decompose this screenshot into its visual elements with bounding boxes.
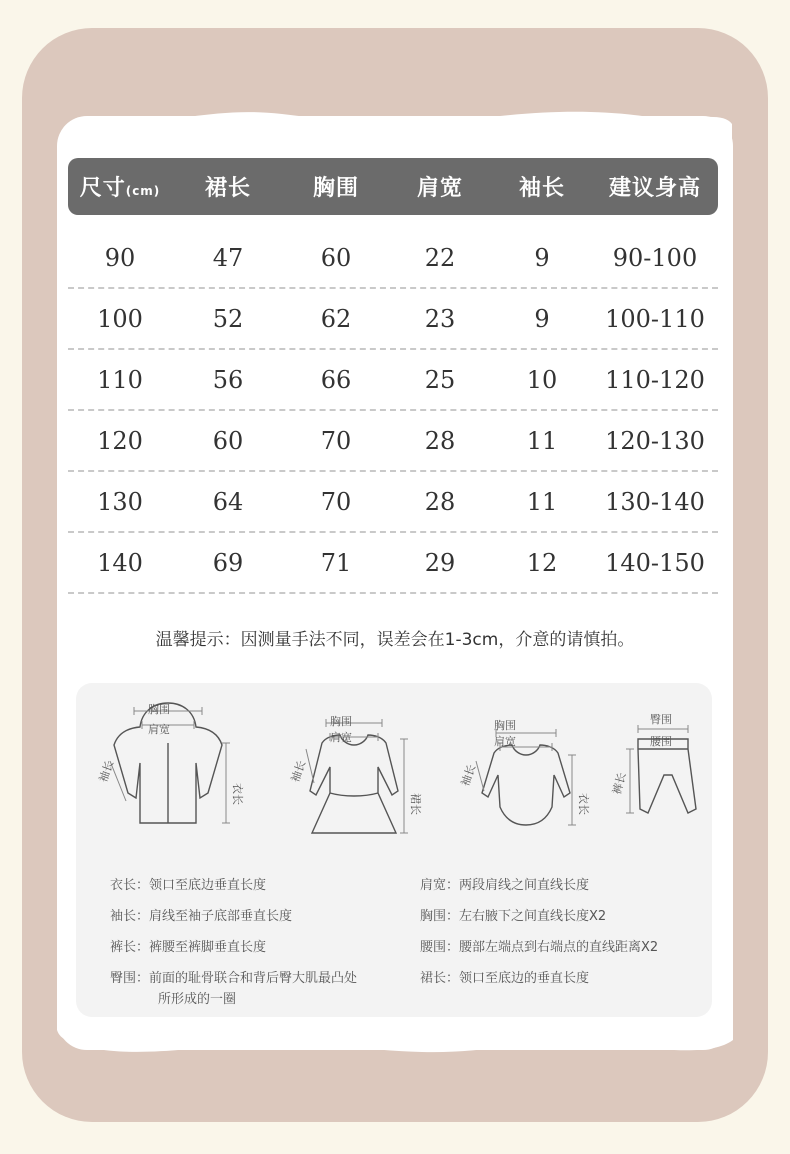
header-size-label: 尺寸 bbox=[79, 176, 126, 201]
table-cell: 28 bbox=[424, 426, 456, 455]
dress-figure bbox=[310, 735, 398, 833]
table-cell: 25 bbox=[424, 365, 456, 394]
bottom-wave-edge bbox=[22, 1020, 768, 1064]
definition-item bbox=[110, 932, 266, 963]
table-row bbox=[68, 228, 718, 289]
dress-sleeve-label: 袖长 bbox=[288, 758, 309, 785]
definition-term: 裤长： bbox=[110, 940, 150, 955]
header-shoulder: 肩宽 bbox=[416, 176, 463, 201]
definition-item bbox=[110, 901, 292, 932]
header-chest: 胸围 bbox=[312, 176, 359, 201]
header-size-unit: (cm) bbox=[125, 184, 161, 198]
table-row bbox=[68, 411, 718, 472]
definition-text: 领口至底边的垂直长度 bbox=[459, 971, 590, 986]
coat-figure bbox=[114, 703, 222, 823]
table-cell: 66 bbox=[320, 365, 352, 394]
table-cell: 140 bbox=[97, 548, 143, 577]
table-cell: 28 bbox=[424, 487, 456, 516]
table-cell: 60 bbox=[320, 243, 352, 272]
table-cell: 9 bbox=[534, 243, 550, 272]
table-cell: 130-140 bbox=[605, 487, 705, 516]
definition-text: 两段肩线之间直线长度 bbox=[459, 878, 590, 893]
definition-text: 腰部左端点到右端点的直线距离X2 bbox=[459, 940, 659, 955]
table-cell: 100-110 bbox=[605, 304, 705, 333]
size-table-body bbox=[68, 228, 718, 594]
table-cell: 90-100 bbox=[612, 243, 698, 272]
table-cell: 9 bbox=[534, 304, 550, 333]
coat-shoulder-label: 肩宽 bbox=[148, 723, 170, 736]
definition-item bbox=[420, 963, 589, 994]
definition-text: 左右腋下之间直线长度X2 bbox=[459, 909, 607, 924]
header-sleeve: 袖长 bbox=[518, 176, 565, 201]
definition-text: 肩线至袖子底部垂直长度 bbox=[149, 909, 293, 924]
pants-figure bbox=[638, 739, 696, 813]
table-cell: 22 bbox=[424, 243, 456, 272]
definition-term: 臀围： bbox=[110, 971, 150, 986]
table-cell: 100 bbox=[97, 304, 143, 333]
romper-shoulder-label: 肩宽 bbox=[494, 735, 516, 748]
table-cell: 12 bbox=[526, 548, 558, 577]
definition-term: 腰围： bbox=[420, 940, 460, 955]
table-cell: 120-130 bbox=[605, 426, 705, 455]
pants-waist-label: 腰围 bbox=[650, 735, 672, 748]
definition-text: 裤腰至裤脚垂直长度 bbox=[149, 940, 267, 955]
definition-term: 裙长： bbox=[420, 971, 460, 986]
romper-length-label: 衣长 bbox=[577, 793, 590, 815]
coat-sleeve-label: 袖长 bbox=[96, 758, 117, 785]
table-header bbox=[68, 158, 718, 215]
table-cell: 52 bbox=[212, 304, 244, 333]
dress-length-label: 裙长 bbox=[409, 793, 422, 815]
table-cell: 11 bbox=[526, 487, 558, 516]
romper-figure bbox=[482, 745, 570, 825]
garment-figures bbox=[76, 683, 712, 843]
pants-length-label: 裤长 bbox=[610, 771, 629, 796]
definition-item bbox=[420, 870, 589, 901]
table-cell: 90 bbox=[104, 243, 136, 272]
table-cell: 47 bbox=[212, 243, 244, 272]
table-cell: 29 bbox=[424, 548, 456, 577]
table-row bbox=[68, 533, 718, 594]
romper-sleeve-label: 袖长 bbox=[458, 762, 479, 789]
table-cell: 10 bbox=[526, 365, 558, 394]
definition-term: 袖长： bbox=[110, 909, 150, 924]
measurement-guide bbox=[76, 683, 712, 1017]
definition-term: 胸围： bbox=[420, 909, 460, 924]
header-height: 建议身高 bbox=[608, 176, 701, 201]
table-cell: 140-150 bbox=[605, 548, 705, 577]
table-cell: 120 bbox=[97, 426, 143, 455]
definition-item bbox=[420, 932, 658, 963]
header-skirt-length: 裙长 bbox=[204, 176, 251, 201]
romper-chest-label: 胸围 bbox=[494, 719, 516, 732]
measurement-tip: 温馨提示：因测量手法不同，误差会在1-3cm，介意的请慎拍。 bbox=[155, 630, 635, 650]
table-cell: 69 bbox=[212, 548, 244, 577]
top-wave-edge bbox=[22, 100, 768, 140]
table-cell: 62 bbox=[320, 304, 352, 333]
coat-length-label: 衣长 bbox=[231, 783, 244, 805]
table-cell: 56 bbox=[212, 365, 244, 394]
table-cell: 70 bbox=[320, 487, 352, 516]
table-cell: 70 bbox=[320, 426, 352, 455]
table-row bbox=[68, 350, 718, 411]
table-row bbox=[68, 472, 718, 533]
table-row bbox=[68, 289, 718, 350]
header-size bbox=[68, 171, 172, 202]
definition-term: 肩宽： bbox=[420, 878, 460, 893]
coat-chest-label: 胸围 bbox=[148, 703, 170, 716]
table-cell: 23 bbox=[424, 304, 456, 333]
dress-chest-label: 胸围 bbox=[330, 715, 352, 728]
pants-hip-label: 臀围 bbox=[650, 713, 672, 726]
table-cell: 11 bbox=[526, 426, 558, 455]
table-cell: 64 bbox=[212, 487, 244, 516]
definition-text: 领口至底边垂直长度 bbox=[149, 878, 267, 893]
table-cell: 110 bbox=[97, 365, 143, 394]
definition-continuation: 所形成的一圈 bbox=[158, 992, 237, 1007]
dress-shoulder-label: 肩宽 bbox=[330, 731, 352, 744]
definition-term: 衣长： bbox=[110, 878, 150, 893]
table-cell: 60 bbox=[212, 426, 244, 455]
definition-text: 前面的耻骨联合和背后臀大肌最凸处 bbox=[149, 971, 358, 986]
definition-item bbox=[110, 870, 266, 901]
table-cell: 71 bbox=[320, 548, 352, 577]
definition-item bbox=[420, 901, 606, 932]
table-cell: 110-120 bbox=[605, 365, 705, 394]
table-cell: 130 bbox=[97, 487, 143, 516]
